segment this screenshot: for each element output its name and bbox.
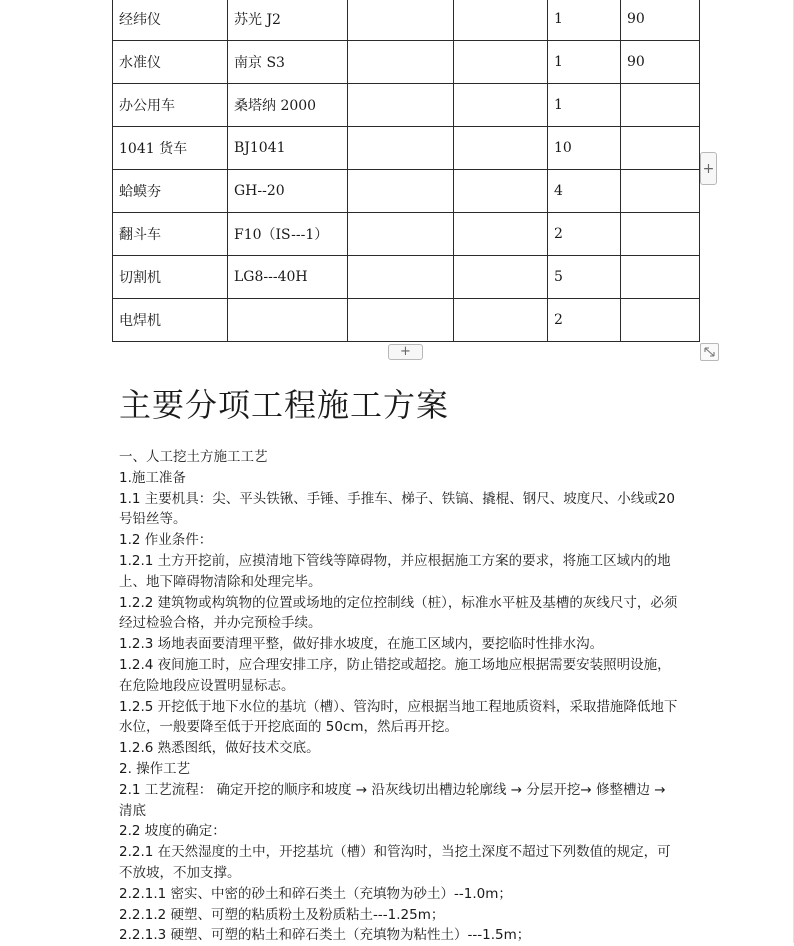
equipment-table xyxy=(112,0,700,342)
table-cell-extra[interactable]: 90 xyxy=(621,0,700,41)
table-cell-c4[interactable] xyxy=(454,213,548,256)
table-cell-model[interactable]: 桑塔纳 2000 xyxy=(228,84,348,127)
table-row xyxy=(113,41,700,84)
section-heading: 主要分项工程施工方案 xyxy=(119,386,450,424)
table-cell-extra[interactable] xyxy=(621,170,700,213)
table-cell-c3[interactable] xyxy=(348,170,454,213)
table-cell-c3[interactable] xyxy=(348,127,454,170)
paragraph: 2.2.1.1 密实、中密的砂土和碎石类土（充填物为砂土）--1.0m； xyxy=(119,885,512,902)
table-cell-extra[interactable] xyxy=(621,84,700,127)
document-body xyxy=(119,383,679,946)
table-resize-handle[interactable] xyxy=(700,343,719,361)
table-cell-c3[interactable] xyxy=(348,213,454,256)
table-cell-name[interactable]: 蛤蟆夯 xyxy=(113,170,228,213)
table-cell-model[interactable]: 南京 S3 xyxy=(228,41,348,84)
table-cell-extra[interactable] xyxy=(621,256,700,299)
equipment-table-container xyxy=(112,0,700,342)
table-cell-name[interactable]: 电焊机 xyxy=(113,299,228,342)
table-cell-name[interactable]: 水准仪 xyxy=(113,41,228,84)
table-cell-qty[interactable]: 4 xyxy=(548,170,621,213)
table-cell-extra[interactable]: 90 xyxy=(621,41,700,84)
table-cell-model[interactable]: BJ1041 xyxy=(228,127,348,170)
table-cell-c4[interactable] xyxy=(454,84,548,127)
paragraph: 2.1 工艺流程： 确定开挖的顺序和坡度 → 沿灰线切出槽边轮廓线 → 分层开挖→ 修整槽边 → 清底 xyxy=(119,781,666,819)
paragraph: 2.2.1.3 硬塑、可塑的粘土和碎石类土（充填物为粘性土）---1.5m； xyxy=(119,927,531,944)
table-cell-model[interactable]: LG8---40H xyxy=(228,256,348,299)
paragraph-list xyxy=(119,447,679,946)
table-cell-c4[interactable] xyxy=(454,127,548,170)
table-cell-qty[interactable]: 2 xyxy=(548,213,621,256)
paragraph: 1.2.4 夜间施工时，应合理安排工序，防止错挖或超挖。施工场地应根据需要安装照明设施，在危险地段应设置明显标志。 xyxy=(119,656,671,694)
table-cell-c4[interactable] xyxy=(454,299,548,342)
table-cell-model[interactable]: GH--20 xyxy=(228,170,348,213)
table-cell-c3[interactable] xyxy=(348,256,454,299)
table-cell-name[interactable]: 经纬仪 xyxy=(113,0,228,41)
table-cell-extra[interactable] xyxy=(621,127,700,170)
table-row xyxy=(113,213,700,256)
add-column-button[interactable]: + xyxy=(700,152,717,185)
paragraph: 1.2 作业条件： xyxy=(119,532,213,549)
table-cell-model[interactable]: 苏光 J2 xyxy=(228,0,348,41)
add-row-button[interactable]: + xyxy=(388,344,423,360)
table-cell-model[interactable] xyxy=(228,299,348,342)
paragraph: 一、人工挖土方施工工艺 xyxy=(119,449,268,465)
table-cell-c4[interactable] xyxy=(454,41,548,84)
paragraph: 1.1 主要机具：尖、平头铁锹、手锤、手推车、梯子、铁镐、撬棍、钢尺、坡度尺、小线或20 号铅丝等。 xyxy=(119,490,675,528)
paragraph: 2.2 坡度的确定： xyxy=(119,823,226,840)
paragraph: 1.2.1 土方开挖前，应摸清地下管线等障碍物，并应根据施工方案的要求，将施工区域内的地上、地下障碍物清除和处理完毕。 xyxy=(119,552,671,590)
table-row xyxy=(113,170,700,213)
table-row xyxy=(113,256,700,299)
table-row xyxy=(113,127,700,170)
paragraph: 1.2.3 场地表面要清理平整，做好排水坡度，在施工区域内，要挖临时性排水沟。 xyxy=(119,636,604,653)
table-row xyxy=(113,0,700,41)
table-cell-name[interactable]: 办公用车 xyxy=(113,84,228,127)
table-cell-model[interactable]: F10（IS---1） xyxy=(228,213,348,256)
table-cell-c4[interactable] xyxy=(454,256,548,299)
table-row xyxy=(113,299,700,342)
table-cell-c4[interactable] xyxy=(454,170,548,213)
expand-diagonal-icon xyxy=(701,344,718,360)
table-cell-c3[interactable] xyxy=(348,84,454,127)
table-cell-c3[interactable] xyxy=(348,299,454,342)
table-cell-qty[interactable]: 1 xyxy=(548,0,621,41)
table-row xyxy=(113,84,700,127)
equipment-table-body xyxy=(113,0,700,342)
paragraph: 1.2.2 建筑物或构筑物的位置或场地的定位控制线（桩），标准水平桩及基槽的灰线尺寸，必须经过检验合格，并办完预检手续。 xyxy=(119,594,678,632)
paragraph: 2. 操作工艺 xyxy=(119,760,191,777)
table-cell-name[interactable]: 1041 货车 xyxy=(113,127,228,170)
table-cell-qty[interactable]: 10 xyxy=(548,127,621,170)
table-cell-qty[interactable]: 1 xyxy=(548,84,621,127)
paragraph: 2.2.1 在天然湿度的土中，开挖基坑（槽）和管沟时，当挖土深度不超过下列数值的规定，可不放坡，不加支撑。 xyxy=(119,844,671,881)
table-cell-c3[interactable] xyxy=(348,41,454,84)
table-cell-name[interactable]: 翻斗车 xyxy=(113,213,228,256)
table-cell-qty[interactable]: 1 xyxy=(548,41,621,84)
paragraph: 1.2.6 熟悉图纸，做好技术交底。 xyxy=(119,740,320,757)
paragraph: 1.2.5 开挖低于地下水位的基坑（槽）、管沟时，应根据当地工程地质资料，采取措施降低地下水位，一般要降至低于开挖底面的 50cm，然后再开挖。 xyxy=(119,698,678,736)
table-cell-qty[interactable]: 5 xyxy=(548,256,621,299)
table-cell-name[interactable]: 切割机 xyxy=(113,256,228,299)
paragraph: 1.施工准备 xyxy=(119,469,186,486)
table-cell-extra[interactable] xyxy=(621,213,700,256)
table-cell-qty[interactable]: 2 xyxy=(548,299,621,342)
table-cell-extra[interactable] xyxy=(621,299,700,342)
table-cell-c3[interactable] xyxy=(348,0,454,41)
table-cell-c4[interactable] xyxy=(454,0,548,41)
paragraph: 2.2.1.2 硬塑、可塑的粘质粉土及粉质粘土---1.25m； xyxy=(119,906,445,923)
